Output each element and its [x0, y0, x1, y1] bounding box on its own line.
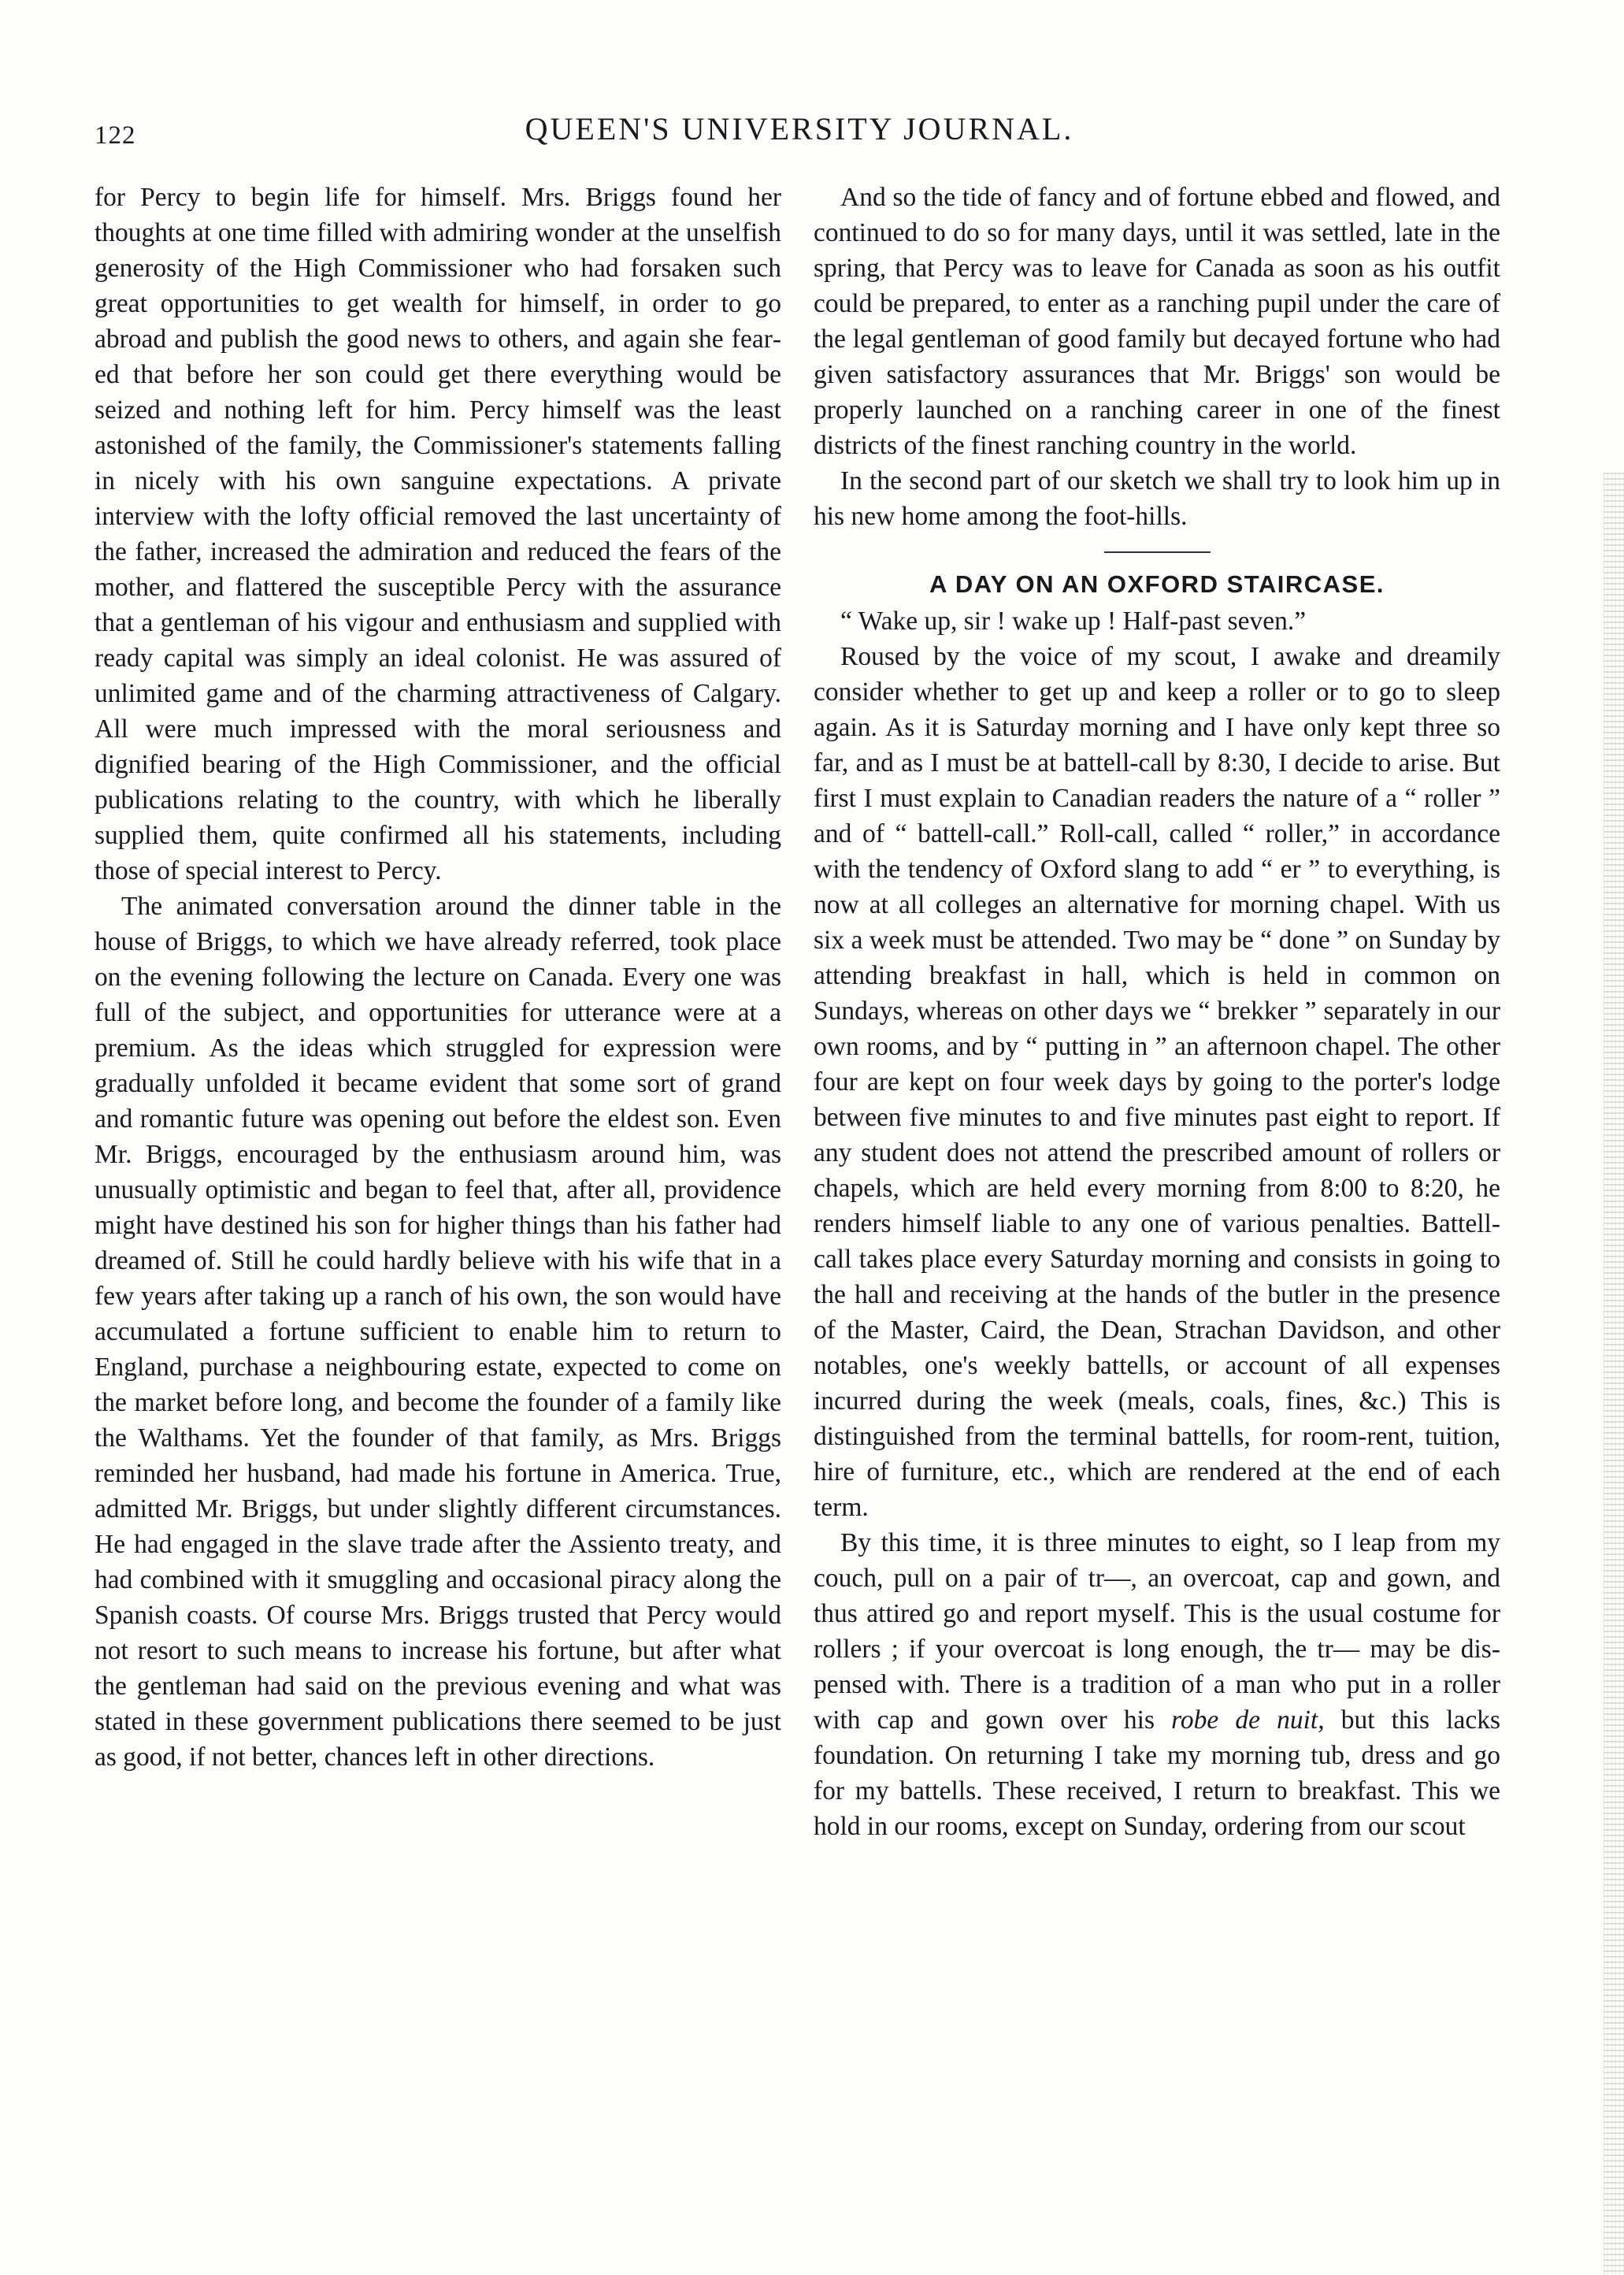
paragraph: In the second part of our sketch we shall try to look him up in his new home among the foot-hills.: [814, 466, 1500, 531]
italic-phrase: robe de nuit,: [1171, 1705, 1325, 1735]
paragraph-text: By this time, it is three minutes to eight, so I leap from my couch, pull on a pair of tr—, an overcoat, cap and gown, and thus attired go and report myself. This is the usual costume for rollers ; if your overcoat is long enough, the tr— may be dispensed with. There is a tradition of a man who put in a roller with cap and gown over his: [814, 1528, 1500, 1735]
section-divider: [1104, 551, 1211, 553]
paragraph: The animated conversation around the dinner table in the house of Briggs, to which we have already referred, took place on the evening following the lecture on Canada. Every one was full of the subject, and opportunities for utterance were at a premium. As the ideas which struggled for expression were gradually unfolded it became evident that some sort of grand and romantic future was opening out before the eldest son. Even Mr. Briggs, encouraged by the enthusiasm around him, was unusually optimistic and began to feel that, after all, providence might have destined his son for higher things than his father had dreamed of. Still he could hardly believe with his wife that in a few years after taking up a ranch of his own, the son would have accumulated a fortune sufficient to enable him to return to England, purchase a neighbouring estate, expected to come on the market before long, and become the founder of a family like the Walthams. Yet the founder of that family, as Mrs. Briggs reminded her husband, had made his fortune in America. True, admitted Mr. Briggs, but under slightly different circumstances. He had engaged in the slave trade after the Assiento treaty, and had combined with it smuggling and occasional piracy along the Spanish coasts. Of course Mrs. Briggs trusted that Percy would not resort to such means to increase his fortune, but after what the gentleman had said on the previous evening and what was stated in these government publications there seemed to be just as good, if not better, chances left in other directions.: [95, 892, 781, 1772]
page-header: [95, 110, 1504, 158]
paragraph: And so the tide of fancy and of fortune ebbed and flowed, and continued to do so for many days, until it was settled, late in the spring, that Percy was to leave for Canada as soon as his outfit could be prepared, to enter as a ranching pupil under the care of the legal gentleman of good family but decayed fortune who had given satisfactory assurances that Mr. Briggs' son would be properly launched on a ranching career in one of the finest districts of the finest ranching country in the world.: [814, 183, 1500, 460]
paragraph: Roused by the voice of my scout, I awake and dreamily consider whether to get up and keep a roller or to go to sleep again. As it is Saturday morning and I have only kept three so far, and as I must be at battell-call by 8:30, I decide to arise. But first I must explain to Canadian readers the nature of a “ roller ” and of “ battell-call.” Roll-call, called “ roller,” in accordance with the tendency of Oxford slang to add “ er ” to everything, is now at all colleges an alternative for morning chapel. With us six a week must be attended. Two may be “ done ” on Sunday by attending breakfast in hall, which is held in common on Sundays, whereas on other days we “ brekker ” separately in our own rooms, and by “ putting in ” an afternoon chapel. The other four are kept on four week days by going to the porter's lodge between five minutes to and five minutes past eight to report. If any student does not attend the prescribed amount of rollers or chapels, which are held every morning from 8:00 to 8:20, he renders himself liable to any one of various penalties. Battell-call takes place every Saturday morning and consists in going to the hall and receiving at the hands of the butler in the presence of the Master, Caird, the Dean, Strachan Davidson, and other notables, one's weekly battells, or account of all expenses incurred during the week (meals, coals, fines, &c.) This is distinguished from the terminal battells, for room-rent, tuition, hire of furniture, etc., which are rendered at the end of each term.: [814, 642, 1500, 1522]
page-number: 122: [95, 121, 136, 150]
paragraph: “ Wake up, sir ! wake up ! Half-past seven.”: [840, 607, 1307, 636]
paragraph: [814, 1525, 1500, 1844]
paragraph-text: but this lacks foundation. On returning I take my morning tub, dress and go for my battells. These received, I return to breakfast. This we hold in our rooms, except on Sunday, ordering from our scout: [814, 1705, 1500, 1841]
right-column: [814, 180, 1500, 1844]
paragraph: for Percy to begin life for himself. Mrs. Briggs found her thoughts at one time filled with admiring wonder at the unselfish generosity of the High Commissioner who had forsaken such great opportunities to get wealth for himself, in order to go abroad and publish the good news to others, and again she feared that before her son could get there everything would be seized and nothing left for him. Percy himself was the least astonished of the family, the Commissioner's statements falling in nicely with his own sanguine expectations. A private interview with the lofty official removed the last uncertainty of the father, increased the admiration and reduced the fears of the mother, and flattered the susceptible Percy with the assurance that a gentleman of his vigour and enthusiasm and supplied with ready capital was simply an ideal colonist. He was assured of unlimited game and of the charming attractiveness of Calgary. All were much impressed with the moral seriousness and dignified bearing of the High Commissioner, and the official publications relating to the country, with which he liberally supplied them, quite confirmed all his statements, including those of special interest to Percy.: [95, 183, 781, 885]
page-edge-speckle: [1604, 473, 1624, 2275]
article-title: A DAY ON AN OXFORD STAIRCASE.: [929, 570, 1385, 598]
left-column: [95, 180, 781, 1775]
running-title: QUEEN'S UNIVERSITY JOURNAL.: [525, 111, 1074, 147]
